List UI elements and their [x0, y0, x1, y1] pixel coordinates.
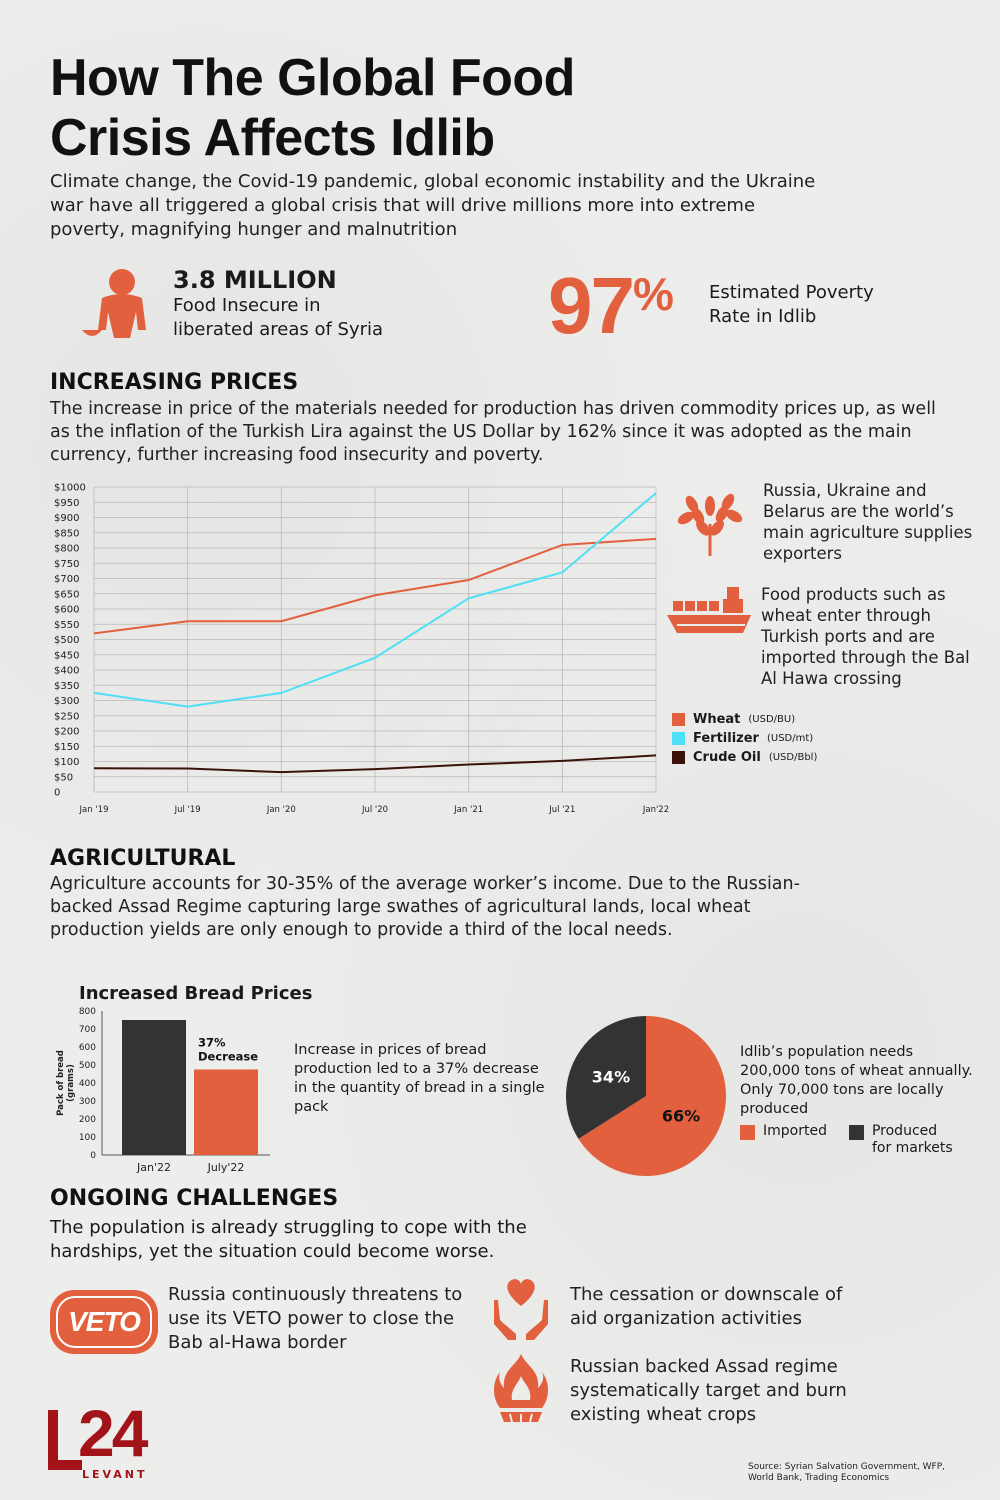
source-note — [748, 1462, 945, 1484]
y-tick-label: $550 — [54, 619, 80, 631]
agri-text: Agriculture accounts for 30-35% of the average worker’s income. Due to the Russian-backed Assad Regime capturing large swathes of agricultural lands, local wheat production yields are only enough to provide a third of the local needs. — [50, 874, 800, 940]
legend-wheat — [672, 710, 817, 729]
heart-hands-icon — [490, 1276, 552, 1342]
pie-legend-imported-swatch — [740, 1125, 755, 1140]
legend-crude-oil-unit: (USD/Bbl) — [768, 752, 818, 763]
ports-note: Food products such as wheat enter through Turkish ports and are imported through the Bal Al Hawa crossing — [761, 585, 970, 688]
food-insecure-line2: liberated areas of Syria — [173, 319, 384, 340]
line-chart-legend — [672, 710, 817, 767]
poverty-rate-number: 97 — [548, 261, 633, 350]
bar-y-tick-label: 0 — [90, 1151, 96, 1161]
bar-jan22 — [122, 1020, 186, 1155]
source-line1: Source: Syrian Salvation Government, WFP, — [748, 1462, 946, 1472]
burning-crops-icon — [490, 1352, 552, 1424]
food-insecure-value: 3.8 MILLION — [173, 266, 337, 294]
x-tick-label: Jul '20 — [361, 805, 389, 815]
pie-legend-imported — [740, 1123, 827, 1157]
title-line-1: How The Global Food — [50, 49, 575, 107]
legend-wheat-swatch — [672, 713, 685, 726]
pie-slice-label: 34% — [591, 1067, 631, 1087]
x-tick-label: Jan '20 — [266, 805, 296, 815]
exporters-note: Russia, Ukraine and Belarus are the world’s main agriculture supplies exporters — [763, 481, 973, 563]
pie-legend-produced-label — [872, 1123, 953, 1157]
pie-legend-produced-line2: for markets — [871, 1140, 953, 1156]
y-tick-label: $600 — [54, 604, 80, 616]
poverty-rate-percent: % — [632, 268, 672, 320]
bar-y-tick-label: 700 — [78, 1025, 96, 1035]
bar-y-tick-label: 100 — [78, 1133, 96, 1143]
poverty-label-line1: Estimated Poverty — [709, 282, 874, 303]
y-tick-label: $500 — [54, 635, 80, 646]
logo-sub: LEVANT — [82, 1468, 148, 1481]
y-tick-label: $450 — [54, 650, 80, 662]
bar-y-tick-label: 600 — [78, 1043, 96, 1053]
bar-y-tick-label: 300 — [78, 1097, 96, 1107]
bar-annotation-percent: 37% — [198, 1035, 226, 1050]
challenges-text: The population is already struggling to cope with the hardships, yet the situation could become worse. — [50, 1217, 527, 1262]
bar-y-axis-label — [56, 1050, 76, 1116]
poverty-rate-label — [709, 281, 874, 329]
x-tick-label: Jan '21 — [454, 805, 484, 815]
x-tick-label: Jan'22 — [642, 805, 670, 815]
bar-category-label: July'22 — [207, 1161, 245, 1174]
title-line-2: Crisis Affects Idlib — [50, 109, 495, 167]
y-tick-label: $200 — [54, 726, 80, 738]
cargo-ship-icon — [667, 585, 751, 635]
y-tick-label: 0 — [54, 787, 61, 799]
y-tick-label: $750 — [54, 558, 80, 570]
challenge-veto: Russia continuously threatens to use its VETO power to close the Bab al-Hawa border — [168, 1284, 463, 1353]
challenge-aid: The cessation or downscale of aid organization activities — [570, 1284, 843, 1329]
legend-wheat-unit: (USD/BU) — [748, 714, 796, 725]
poverty-rate-value — [548, 261, 672, 350]
pie-legend-produced-swatch — [849, 1125, 864, 1140]
pie-legend — [740, 1123, 953, 1157]
y-tick-label: $800 — [54, 543, 80, 555]
bar-y-label-line1: Pack of bread — [56, 1050, 66, 1116]
x-tick-label: Jan '19 — [79, 805, 109, 815]
commodity-price-line-chart — [30, 478, 670, 823]
y-tick-label: $650 — [54, 589, 80, 601]
bar-y-label-line2: (grams) — [66, 1064, 76, 1102]
logo-number: 24 — [78, 1396, 146, 1470]
legend-wheat-label: Wheat — [693, 712, 741, 727]
food-insecure-stat — [173, 266, 383, 342]
pie-legend-produced — [849, 1123, 953, 1157]
legend-fertilizer — [672, 729, 817, 748]
pie-legend-produced-line1: Produced — [871, 1123, 938, 1139]
food-insecure-line1: Food Insecure in — [173, 295, 321, 316]
agri-heading: AGRICULTURAL — [50, 846, 236, 871]
y-tick-label: $250 — [54, 711, 80, 723]
bread-note: Increase in prices of bread production led to a 37% decrease in the quantity of bread in a single pack — [294, 1042, 545, 1115]
y-tick-label: $400 — [54, 665, 80, 677]
legend-fertilizer-swatch — [672, 732, 685, 745]
y-tick-label: $950 — [54, 497, 80, 509]
intro-text: Climate change, the Covid-19 pandemic, global economic instability and the Ukraine war have all triggered a global crisis that will drive millions more into extreme poverty, magnifying hunger and malnutrition — [50, 171, 816, 240]
bar-july22 — [194, 1070, 258, 1156]
hungry-person-icon — [80, 268, 160, 344]
page-title — [50, 48, 750, 168]
poverty-label-line2: Rate in Idlib — [709, 306, 817, 327]
wheat-source-pie-chart — [563, 1013, 729, 1179]
bread-chart-title: Increased Bread Prices — [79, 983, 313, 1004]
logo-l-foot — [48, 1460, 82, 1470]
challenge-burn: Russian backed Assad regime systematically target and burn existing wheat crops — [570, 1356, 847, 1425]
y-tick-label: $700 — [54, 574, 80, 585]
source-line2: World Bank, Trading Economics — [748, 1473, 890, 1483]
y-tick-label: $300 — [54, 696, 80, 707]
y-tick-label: $350 — [54, 680, 80, 692]
y-tick-label: $50 — [54, 772, 74, 784]
bar-category-label: Jan'22 — [137, 1161, 171, 1174]
prices-heading: INCREASING PRICES — [50, 370, 299, 395]
x-tick-label: Jul '19 — [174, 805, 201, 815]
challenges-heading: ONGOING CHALLENGES — [50, 1186, 339, 1211]
y-tick-label: $850 — [54, 528, 80, 540]
l24-levant-logo — [48, 1396, 188, 1481]
pie-slice-label: 66% — [661, 1106, 701, 1126]
legend-fertilizer-label: Fertilizer — [693, 731, 759, 746]
pie-note: Idlib’s population needs 200,000 tons of wheat annually. Only 70,000 tons are locally produced — [740, 1044, 973, 1117]
bar-annotation-label: Decrease — [198, 1049, 259, 1064]
x-tick-label: Jul '21 — [549, 805, 576, 815]
bar-y-tick-label: 400 — [78, 1079, 96, 1089]
wheat-icon — [672, 484, 752, 558]
y-tick-label: $150 — [54, 741, 80, 753]
legend-crude-oil-swatch — [672, 751, 685, 764]
pie-legend-imported-label: Imported — [763, 1123, 827, 1139]
bar-y-tick-label: 200 — [78, 1115, 96, 1125]
legend-fertilizer-unit: (USD/mt) — [766, 733, 814, 744]
veto-badge-label: VETO — [56, 1296, 152, 1348]
legend-crude-oil-label: Crude Oil — [693, 750, 761, 765]
prices-text: The increase in price of the materials needed for production has driven commodity prices up, as well as the inflation of the Turkish Lira against the US Dollar by 162% since it was adopted as the main currency, further increasing food insecurity and poverty. — [50, 399, 936, 465]
y-tick-label: $1000 — [54, 482, 86, 494]
legend-crude-oil — [672, 748, 817, 767]
bar-y-tick-label: 800 — [78, 1007, 96, 1017]
y-tick-label: $100 — [54, 757, 80, 768]
bread-bar-chart — [50, 1005, 290, 1180]
veto-badge-icon — [50, 1290, 158, 1354]
y-tick-label: $900 — [54, 513, 80, 524]
bar-y-tick-label: 500 — [78, 1061, 96, 1071]
